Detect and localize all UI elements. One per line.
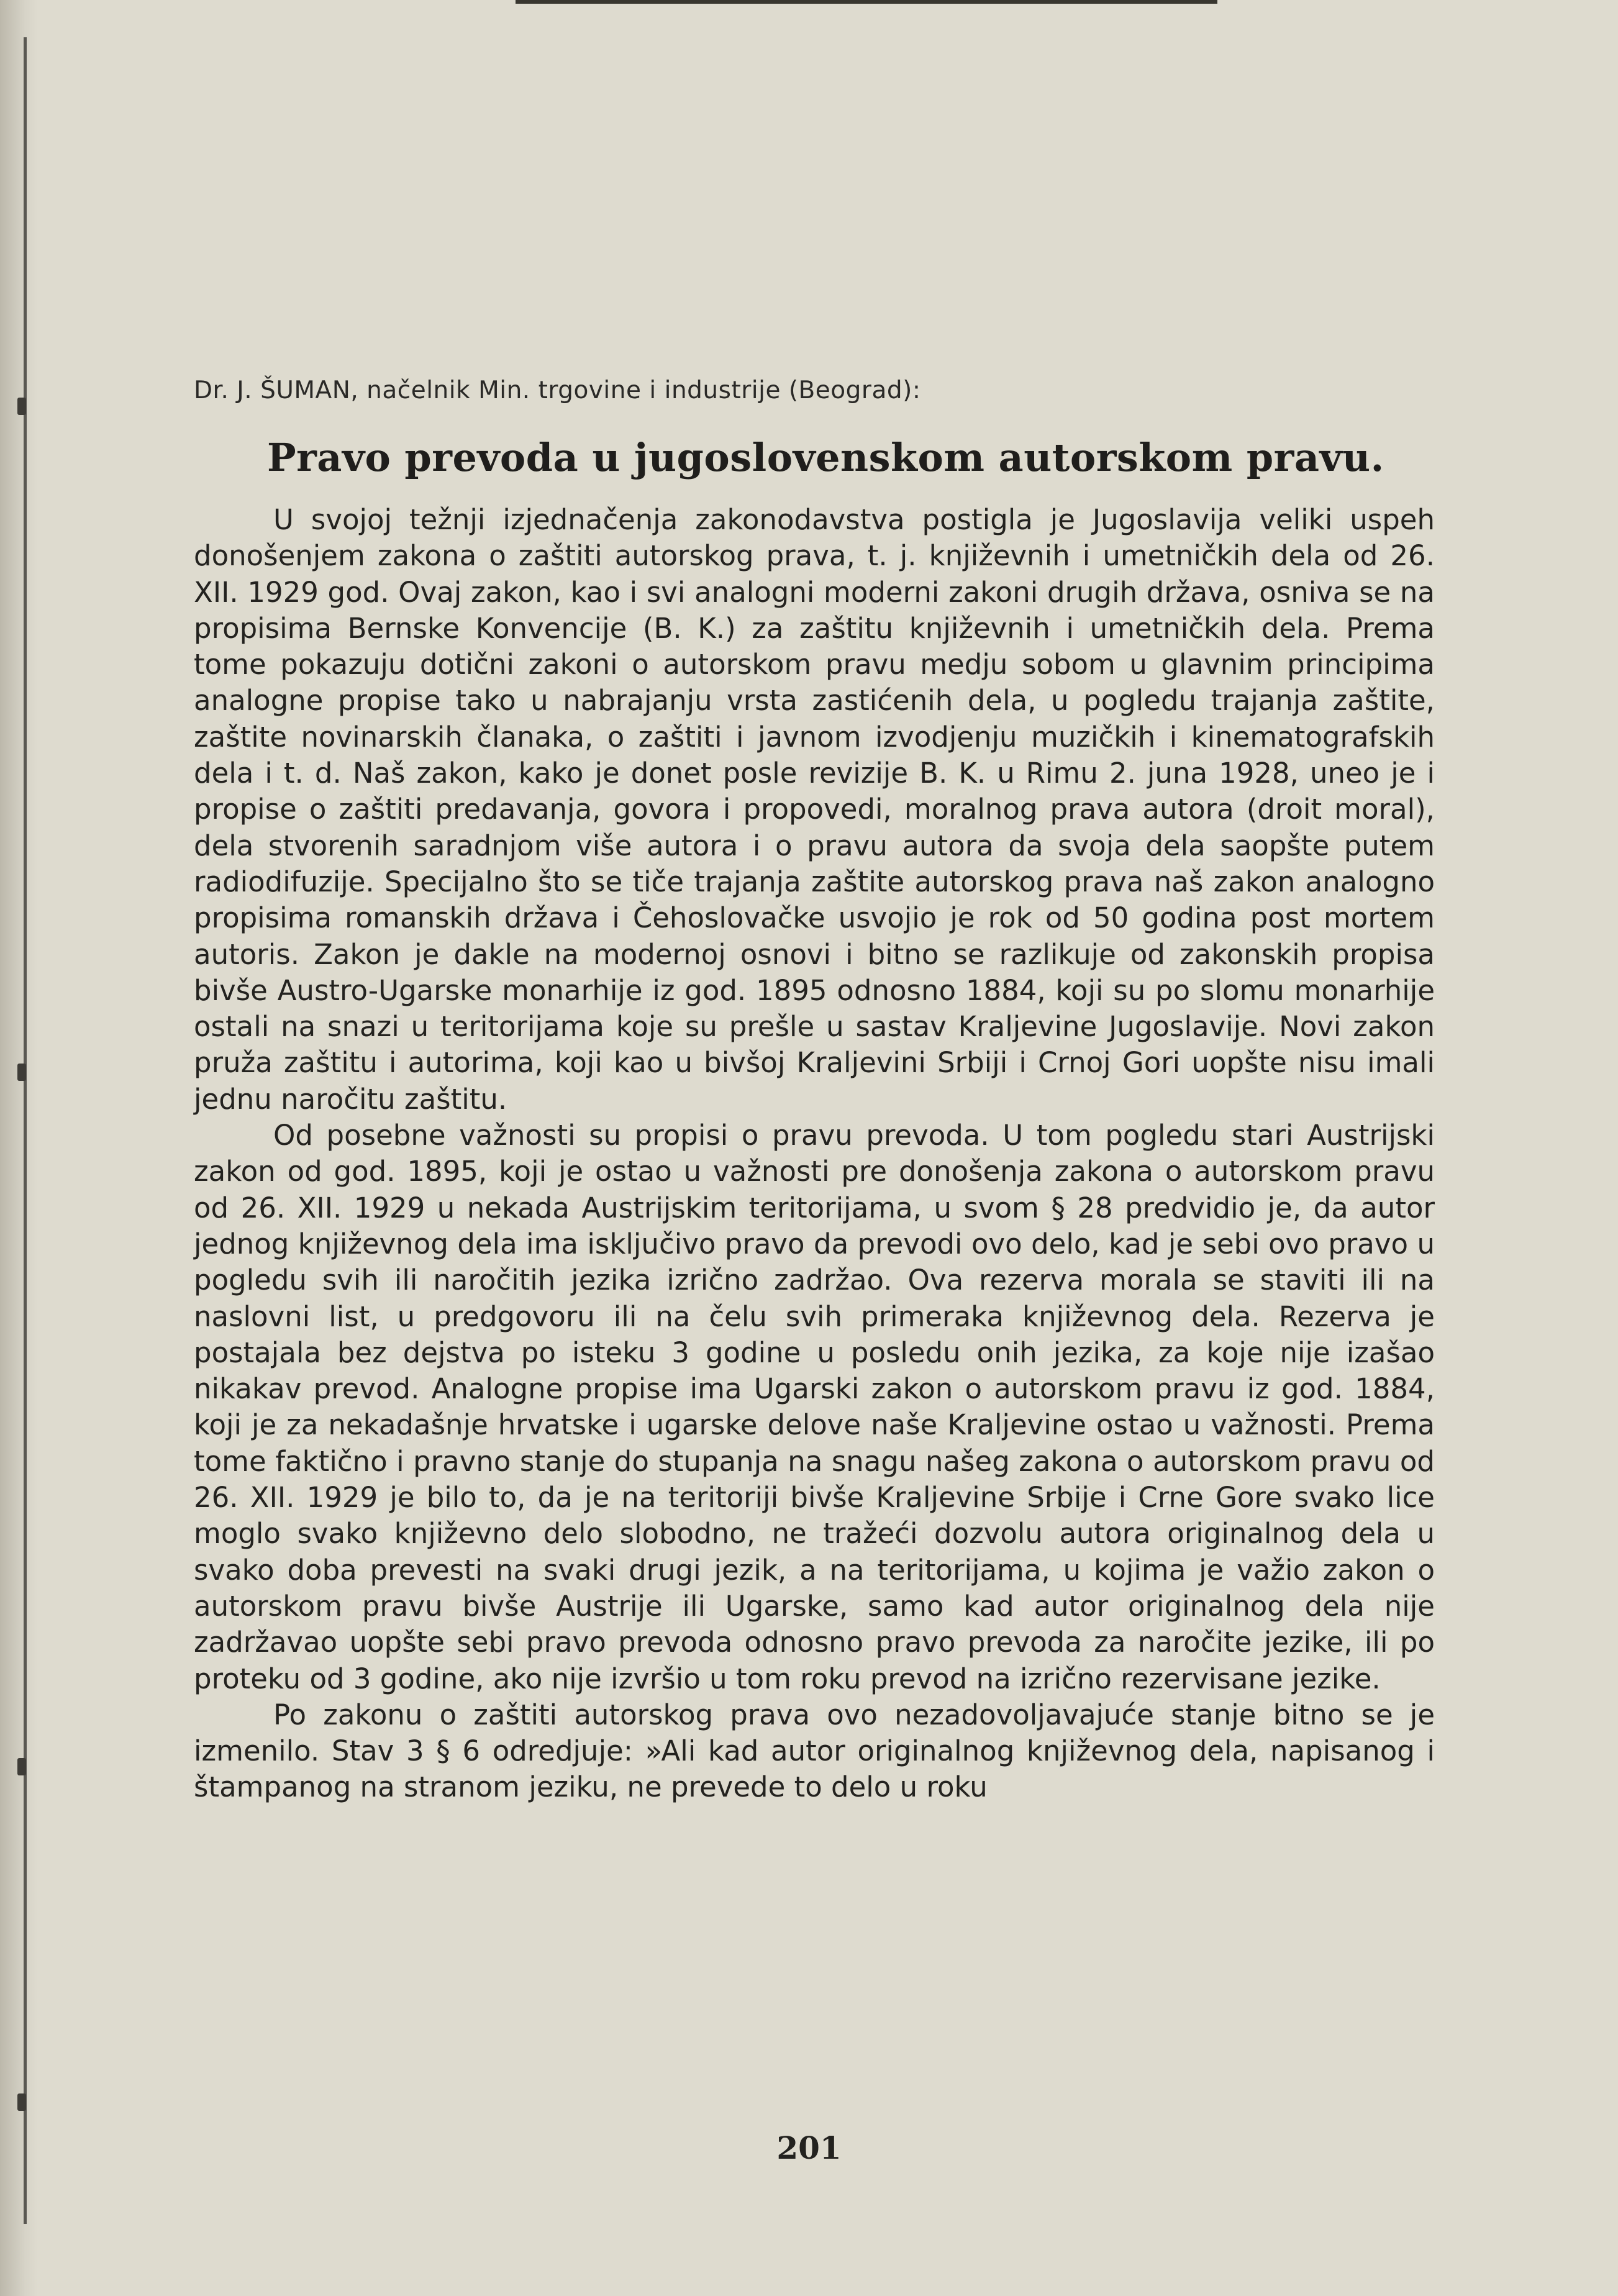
page-number: 201 xyxy=(776,2130,842,2166)
author-byline: Dr. J. ŠUMAN, načelnik Min. trgovine i industrije (Beograd): xyxy=(194,376,921,404)
binding-mark xyxy=(17,2093,26,2111)
paragraph: U svojoj težnji izjednačenja zakonodavstva postigla je Jugoslavija veliki uspeh donošenjem zakona o zaštiti autorskog prava, t. j. književnih i umetničkih dela od 26. XII. 1929 god. Ovaj zakon, kao i svi analogni moderni zakoni drugih država, osniva se na propisima Bernske Konvencije (B. K.) za zaštitu književnih i umetničkih dela. Prema tome pokazuju dotični zakoni o autorskom pravu medju sobom u glavnim principima analogne propise tako u nabrajanju vrsta zastićenih dela, u pogledu trajanja zaštite, zaštite novinarskih članaka, o zaštiti i javnom izvodjenju muzičkih i kinematografskih dela i t. d. Naš zakon, kako je donet posle revizije B. K. u Rimu 2. juna 1928, uneo je i propise o zaštiti predavanja, govora i propovedi, moralnog prava autora (droit moral), dela stvorenih saradnjom više autora i o pravu autora da svoja dela saopšte putem radiodifuzije. Specijalno što se tiče trajanja zaštite autorskog prava naš zakon analogno propisima romanskih država i Čehoslovačke usvojio je rok od 50 godina post mortem autoris. Zakon je dakle na modernoj osnovi i bitno se razlikuje od zakonskih propisa bivše Austro-Ugarske monarhije iz god. 1895 odnosno 1884, koji su po slomu monarhije ostali na snazi u teritorijama koje su prešle u sastav Kraljevine Jugoslavije. Novi zakon pruža zaštitu i autorima, koji kao u bivšoj Kraljevini Srbiji i Crnoj Gori uopšte nisu imali jednu naročitu zaštitu. xyxy=(194,503,1435,1116)
binding-mark xyxy=(17,1758,26,1775)
binding-mark xyxy=(17,1064,26,1081)
article-body xyxy=(194,502,1435,1806)
article-title: Pravo prevoda u jugoslovenskom autorskom pravu. xyxy=(267,435,1384,480)
binding-line xyxy=(24,37,27,2224)
paragraph: Od posebne važnosti su propisi o pravu prevoda. U tom pogledu stari Austrijski zakon od god. 1895, koji je ostao u važnosti pre donošenja zakona o autorskom pravu od 26. XII. 1929 u nekada Austrijskim teritorijama, u svom § 28 predvidio je, da autor jednog književnog dela ima isključivo pravo da prevodi ovo delo, kad je sebi ovo pravo u pogledu svih ili naročitih jezika izrično zadržao. Ova rezerva morala se staviti ili na naslovni list, u predgovoru ili na čelu svih primeraka književnog dela. Rezerva je postajala bez dejstva po isteku 3 godine u posledu onih jezika, za koje nije izašao nikakav prevod. Analogne propise ima Ugarski zakon o autorskom pravu iz god. 1884, koji je za nekadašnje hrvatske i ugarske delove naše Kraljevine ostao u važnosti. Prema tome faktično i pravno stanje do stupanja na snagu našeg zakona o autorskom pravu od 26. XII. 1929 je bilo to, da je na teritoriji bivše Kraljevine Srbije i Crne Gore svako lice moglo svako književno delo slobodno, ne tražeći dozvolu autora originalnog dela u svako doba prevesti na svaki drugi jezik, a na teritorijama, u kojima je važio zakon o autorskom pravu bivše Austrije ili Ugarske, samo kad autor originalnog dela nije zadržavao uopšte sebi pravo prevoda odnosno pravo prevoda za naročite jezike, ili po proteku od 3 godine, ako nije izvršio u tom roku prevod na izrično rezervisane jezike. xyxy=(194,1119,1435,1695)
paragraph: Po zakonu o zaštiti autorskog prava ovo nezadovoljavajuće stanje bitno se je izmenilo. Stav 3 § 6 odredjuje: »Ali kad autor originalnog književnog dela, napisanog i štampanog na stranom jeziku, ne prevede to delo u roku xyxy=(194,1698,1435,1804)
top-edge-mark xyxy=(516,0,1217,4)
binding-mark xyxy=(17,398,26,415)
binding-edge xyxy=(0,0,37,2296)
